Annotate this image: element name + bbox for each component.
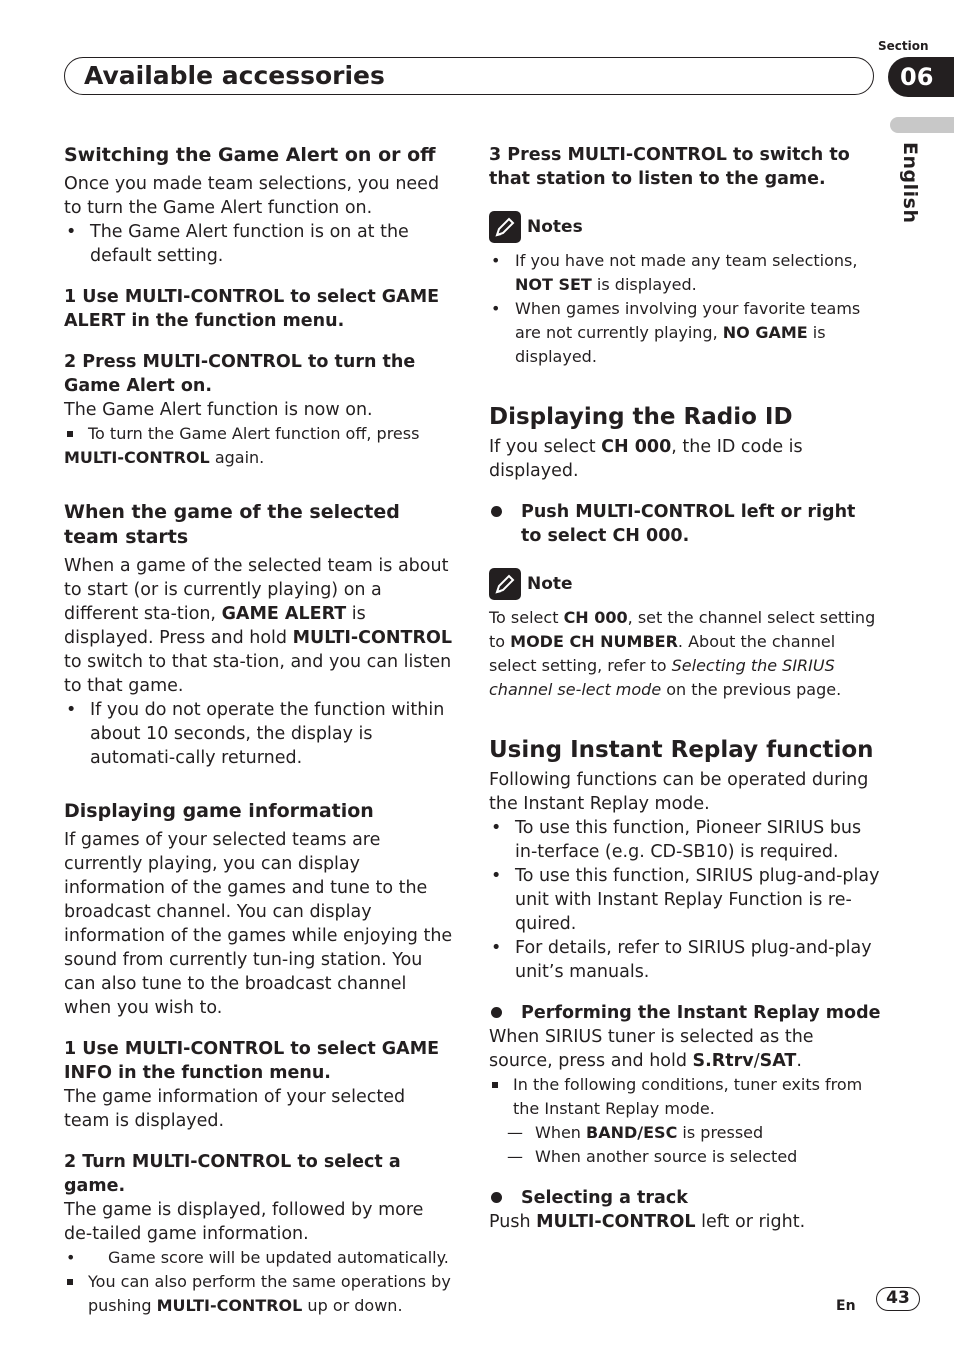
notes-header [489, 211, 881, 243]
step-heading: Push MULTI-CONTROL left or right to select CH 000. [489, 500, 881, 548]
paragraph: The game is displayed, followed by more de-tailed game information. [64, 1200, 424, 1244]
section-label: Section [878, 39, 929, 53]
paragraph: Once you made team selections, you need to turn the Game Alert function on. [64, 174, 440, 218]
list-item: • For details, refer to SIRIUS plug-and-play unit’s manuals. [489, 936, 881, 984]
paragraph: Following functions can be operated during the Instant Replay mode. [489, 770, 869, 814]
list-item: You can also perform the same operations by pushing MULTI-CONTROL up or down. [64, 1270, 454, 1318]
right-column [489, 143, 881, 1234]
list-item: In the following conditions, tuner exits from the Instant Replay mode. [489, 1073, 881, 1121]
note-pencil-icon [489, 211, 521, 243]
paragraph: Push MULTI-CONTROL left or right. [489, 1212, 806, 1232]
left-column [64, 143, 454, 1318]
note-label: Note [527, 574, 573, 594]
step-heading: 2 Turn MULTI-CONTROL to select a game. [64, 1152, 401, 1196]
footer-language: En [836, 1298, 856, 1314]
heading-game-alert: Switching the Game Alert on or off [64, 144, 436, 166]
page-number: 43 [876, 1287, 920, 1311]
step-heading: 1 Use MULTI-CONTROL to select GAME INFO in the function menu. [64, 1039, 440, 1083]
step-heading: Selecting a track [489, 1186, 881, 1210]
list-item: To turn the Game Alert function off, press [64, 422, 454, 446]
step-heading: 2 Press MULTI-CONTROL to turn the Game Alert on. [64, 352, 416, 396]
list-item: — When BAND/ESC is pressed [489, 1121, 881, 1145]
step-heading: Performing the Instant Replay mode [489, 1001, 881, 1025]
paragraph: If you select CH 000, the ID code is displayed. [489, 437, 803, 481]
list-item: • To use this function, SIRIUS plug-and-play unit with Instant Replay Function is re-quired. [489, 864, 881, 936]
paragraph: The game information of your selected team is displayed. [64, 1087, 406, 1131]
list-item-continued: MULTI-CONTROL again. [64, 448, 265, 467]
list-item: — When another source is selected [489, 1145, 881, 1169]
list-item: • Game score will be updated automatically. [64, 1246, 454, 1270]
language-tab [890, 117, 954, 133]
note-pencil-icon [489, 568, 521, 600]
heading-instant-replay: Using Instant Replay function [489, 737, 874, 763]
step-heading: 3 Press MULTI-CONTROL to switch to that station to listen to the game. [489, 145, 850, 189]
list-item: • If you do not operate the function within about 10 seconds, the display is automati-cally returned. [64, 698, 454, 770]
note-header [489, 568, 881, 600]
paragraph: When a game of the selected team is about to start (or is currently playing) on a different sta-tion, GAME ALERT is displayed. Press and hold MULTI-CONTROL to switch to that sta-tion, and you can listen to that game. [64, 556, 452, 696]
list-item: • If you have not made any team selections, NOT SET is displayed. [489, 249, 881, 297]
step-heading: 1 Use MULTI-CONTROL to select GAME ALERT in the function menu. [64, 287, 440, 331]
notes-label: Notes [527, 217, 583, 237]
list-item: • When games involving your favorite teams are not currently playing, NO GAME is displayed. [489, 297, 881, 369]
page-title: Available accessories [84, 61, 385, 90]
paragraph: If games of your selected teams are currently playing, you can display information of the games and tune to the broadcast channel. You can display information of the games while enjoying the sound from currently tun-ing station. You can also tune to the broadcast channel when you wish to. [64, 830, 453, 1018]
paragraph: When SIRIUS tuner is selected as the source, press and hold S.Rtrv/SAT. [489, 1027, 814, 1071]
heading-radio-id: Displaying the Radio ID [489, 404, 793, 430]
heading-game-starts: When the game of the selected team starts [64, 501, 400, 548]
paragraph: The Game Alert function is now on. [64, 400, 373, 420]
language-label: English [899, 142, 921, 224]
section-number: 06 [888, 57, 954, 97]
heading-game-info: Displaying game information [64, 800, 374, 822]
paragraph: To select CH 000, set the channel select setting to MODE CH NUMBER. About the channel select setting, refer to Selecting the SIRIUS channel se-lect mode on the previous page. [489, 608, 876, 699]
list-item: • The Game Alert function is on at the default setting. [64, 220, 454, 268]
list-item: • To use this function, Pioneer SIRIUS bus in-terface (e.g. CD-SB10) is required. [489, 816, 881, 864]
